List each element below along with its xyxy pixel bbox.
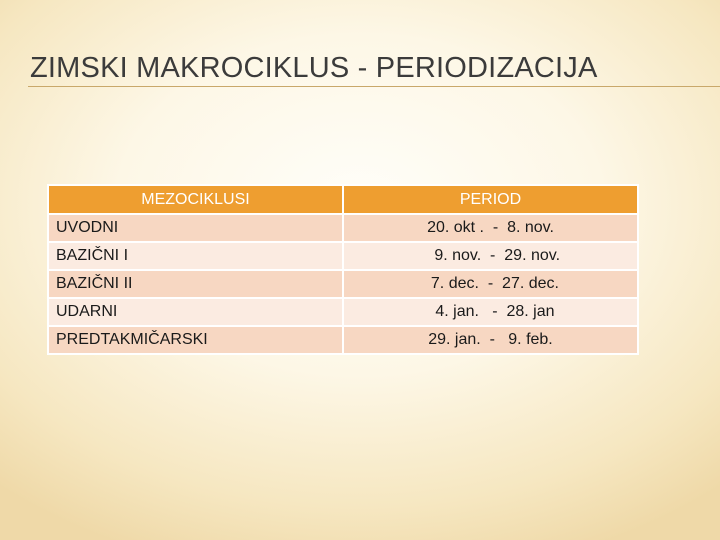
title-divider	[28, 86, 720, 87]
table-row	[48, 242, 638, 270]
mesocycle-cell: PREDTAKMIČARSKI	[48, 326, 343, 354]
periodization-table	[47, 184, 639, 355]
period-cell: 4. jan. - 28. jan	[343, 298, 638, 326]
period-cell: 20. okt . - 8. nov.	[343, 214, 638, 242]
table-row	[48, 298, 638, 326]
mesocycle-cell: BAZIČNI II	[48, 270, 343, 298]
mesocycle-cell: BAZIČNI I	[48, 242, 343, 270]
period-cell: 7. dec. - 27. dec.	[343, 270, 638, 298]
table-row	[48, 326, 638, 354]
period-cell: 9. nov. - 29. nov.	[343, 242, 638, 270]
mesocycle-cell: UDARNI	[48, 298, 343, 326]
header-mesocycles: MEZOCIKLUSI	[48, 185, 343, 214]
slide-title: ZIMSKI MAKROCIKLUS - PERIODIZACIJA	[30, 52, 598, 84]
header-period: PERIOD	[343, 185, 638, 214]
table-row	[48, 270, 638, 298]
mesocycle-cell: UVODNI	[48, 214, 343, 242]
table-row	[48, 214, 638, 242]
table-header-row	[48, 185, 638, 214]
period-cell: 29. jan. - 9. feb.	[343, 326, 638, 354]
